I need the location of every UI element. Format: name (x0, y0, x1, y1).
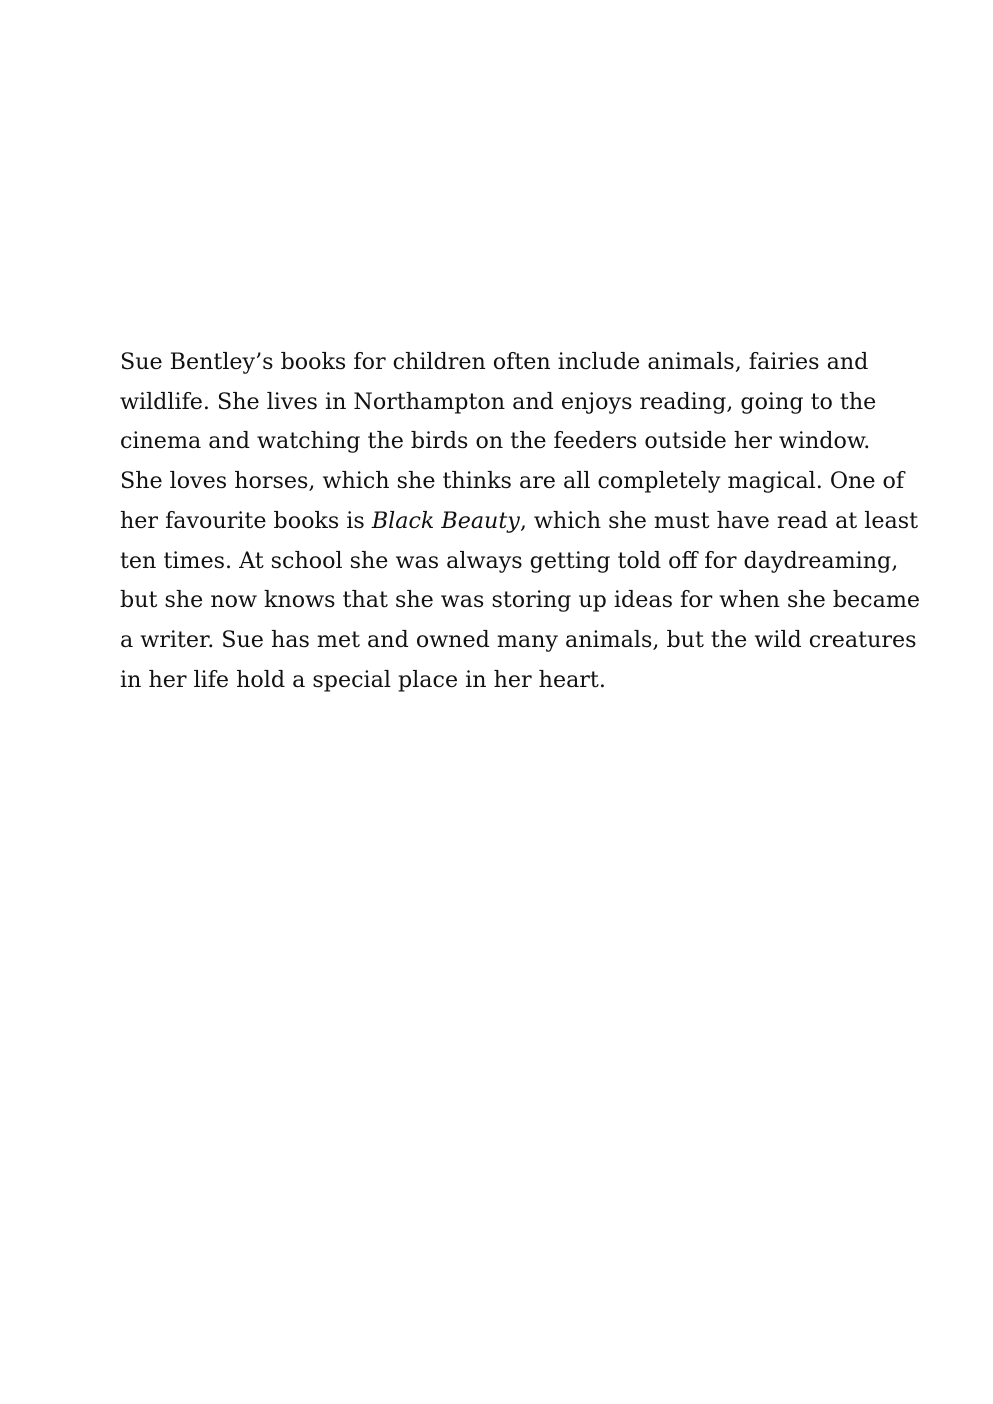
bio-text: , which she must have read at least (519, 507, 919, 534)
bio-line: ten times. At school she was always getting told off for daydreaming, (120, 547, 899, 574)
bio-line: cinema and watching the birds on the feeders outside her window. (120, 428, 871, 455)
bio-text: her favourite books is (120, 507, 372, 534)
bio-line: a writer. Sue has met and owned many animals, but the wild creatures (120, 626, 917, 653)
bio-line: but she now knows that she was storing up ideas for when she became (120, 587, 921, 614)
bio-line (120, 502, 919, 542)
bio-line: She loves horses, which she thinks are all completely magical. One of (120, 468, 905, 495)
book-title: Black Beauty (371, 507, 520, 534)
bio-line: Sue Bentley’s books for children often include animals, fairies and (120, 349, 869, 375)
bio-line: wildlife. She lives in Northampton and enjoys reading, going to the (120, 388, 877, 415)
bio-line: in her life hold a special place in her heart. (120, 666, 606, 693)
author-bio-paragraph (120, 343, 921, 700)
